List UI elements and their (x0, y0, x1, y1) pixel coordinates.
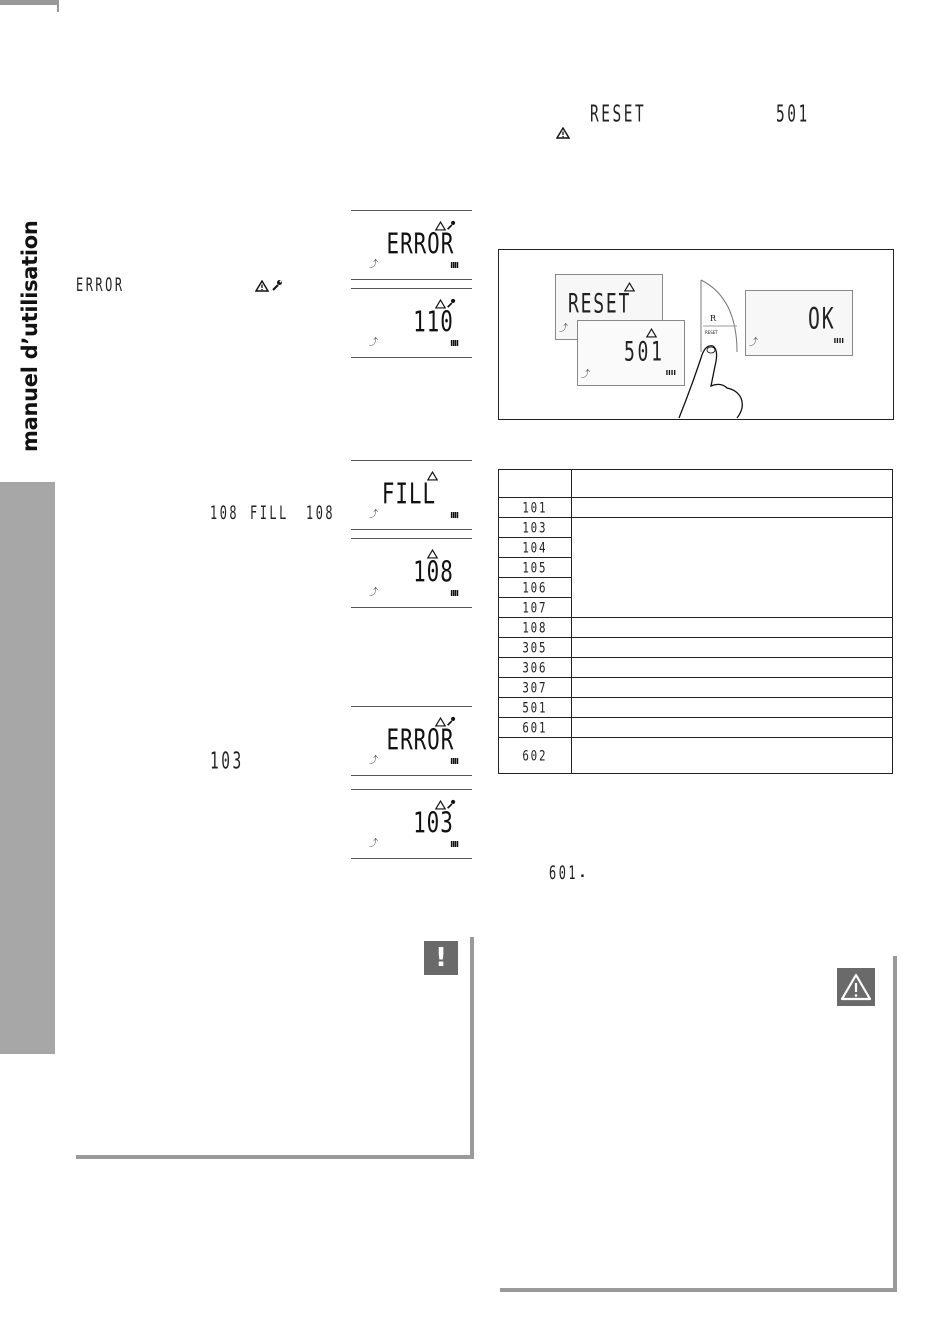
code-501-inline: 501 (776, 101, 810, 128)
radiator-icon: IIII (450, 511, 458, 520)
lcd-text: ERROR (386, 229, 454, 262)
radiator-icon: IIII (450, 339, 458, 348)
wrench-icon (271, 276, 283, 295)
error-code: 305 (522, 639, 548, 656)
radiator-icon: IIII (450, 261, 458, 270)
code-108-inline-b: 108 (306, 503, 336, 525)
sidebar-title: manuel d’utilisation (18, 220, 42, 452)
lcd-text: 103 (413, 808, 454, 841)
fill-inline-text: FILL (250, 503, 289, 525)
error-code: 307 (522, 679, 548, 696)
radiator-icon: IIII (450, 840, 458, 849)
lcd-panel-110 (351, 288, 472, 358)
table-row (499, 618, 893, 638)
code-108-inline: 108 (210, 503, 240, 525)
radiator-icon: IIII (665, 369, 676, 377)
error-code: 602 (522, 747, 548, 764)
table-row (499, 738, 893, 774)
error-code: 306 (522, 659, 548, 676)
lcd-panel-fill (351, 460, 472, 530)
button-label: RESET (705, 330, 718, 335)
error-code: 106 (522, 579, 548, 596)
error-code: 108 (522, 619, 548, 636)
error-code: 501 (522, 699, 548, 716)
error-inline-code: ERROR (76, 275, 125, 297)
mini-lcd-501 (577, 320, 685, 386)
reset-figure (498, 249, 894, 420)
tap-icon: ⤴ (369, 839, 379, 849)
tap-icon: ⤴ (369, 260, 379, 270)
table-row (499, 698, 893, 718)
finger-illustration (671, 338, 751, 424)
error-code: 103 (522, 519, 548, 536)
table-row (499, 718, 893, 738)
error-code: 105 (522, 559, 548, 576)
tap-icon: ⤴ (559, 324, 569, 334)
button-letter: R (710, 314, 717, 323)
footnote-period: . (580, 866, 585, 881)
table-row (499, 518, 893, 538)
tap-icon: ⤴ (749, 338, 759, 348)
warning-icon (556, 124, 570, 143)
sidebar-tab (0, 482, 55, 1054)
table-row (499, 638, 893, 658)
table-row (499, 678, 893, 698)
tap-icon: ⤴ (581, 370, 591, 380)
error-code-table (498, 469, 893, 774)
error-code: 101 (522, 499, 548, 516)
mini-lcd-text: RESET (568, 287, 632, 320)
lcd-text: 110 (413, 307, 454, 340)
header-tick (57, 0, 59, 12)
exclamation-icon: ! (424, 941, 458, 975)
lcd-text: FILL (381, 479, 436, 512)
header-bar (0, 0, 57, 5)
lcd-panel-error (351, 210, 472, 280)
table-row (499, 658, 893, 678)
footnote-code: 601 (549, 863, 579, 885)
radiator-icon: IIII (450, 589, 458, 598)
reset-inline-code: RESET (590, 101, 647, 128)
error-code: 104 (522, 539, 548, 556)
lcd-text: ERROR (386, 725, 454, 758)
error-code: 107 (522, 599, 548, 616)
warning-icon (255, 277, 269, 296)
tap-icon: ⤴ (369, 510, 379, 520)
code-103-inline: 103 (210, 748, 244, 775)
mini-lcd-text: 501 (624, 335, 665, 368)
tap-icon: ⤴ (369, 756, 379, 766)
radiator-icon: IIII (833, 337, 844, 345)
mini-lcd-text: OK (808, 303, 836, 337)
radiator-icon: IIII (450, 757, 458, 766)
lcd-panel-108 (351, 538, 472, 608)
caution-box (76, 937, 474, 1159)
lcd-panel-error-2 (351, 706, 472, 776)
lcd-text: 108 (413, 557, 454, 590)
lcd-panel-103 (351, 789, 472, 859)
table-header-row (499, 470, 893, 498)
mini-lcd-ok (745, 290, 853, 356)
error-code: 601 (522, 719, 548, 736)
warning-triangle-icon (837, 968, 875, 1006)
tap-icon: ⤴ (369, 588, 379, 598)
table-row (499, 498, 893, 518)
warning-box (500, 956, 897, 1292)
tap-icon: ⤴ (369, 338, 379, 348)
